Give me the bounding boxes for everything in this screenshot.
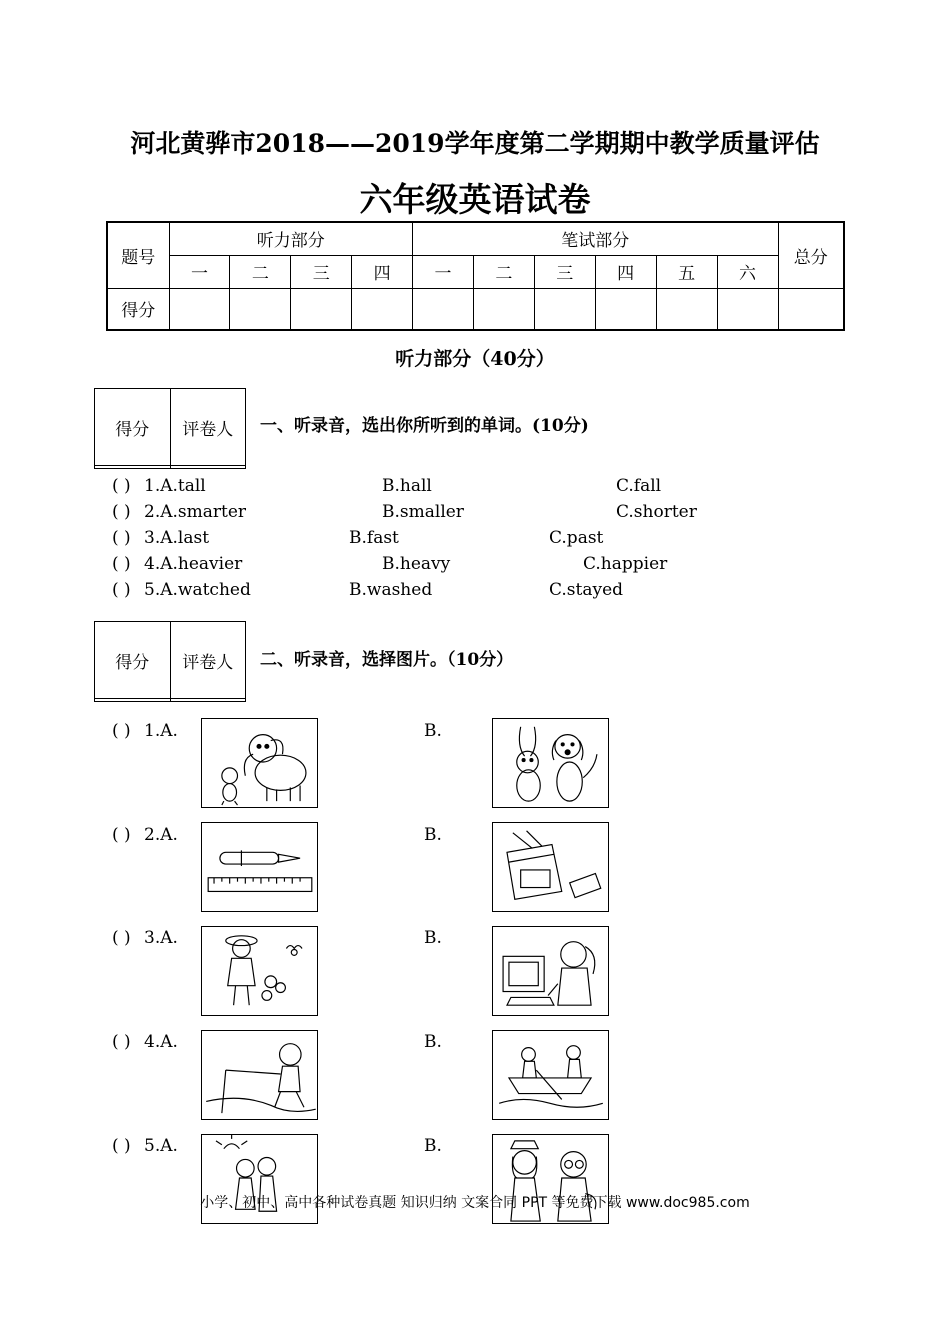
s1-option-c: C.stayed <box>549 580 624 600</box>
grader-score-label: 得分 <box>95 389 171 466</box>
total-score-header: 总分 <box>778 222 844 288</box>
listening-part-header: 听力部分 <box>169 222 413 255</box>
pen-ruler-picture[interactable] <box>201 822 318 912</box>
written-num: 一 <box>413 255 474 288</box>
score-col-label: 题号 <box>107 222 169 288</box>
score-cell <box>352 288 413 330</box>
s1-option-b: B.heavy <box>382 554 451 574</box>
s2-option-b: B. <box>424 1136 442 1156</box>
score-cell <box>169 288 230 330</box>
grader-box-2 <box>94 621 246 702</box>
s2-option-b: B. <box>424 928 442 948</box>
s2-option-a: 5.A. <box>144 1136 178 1156</box>
s1-bracket[interactable]: ( ) <box>112 528 131 548</box>
footer-text: 小学、初中、高中各种试卷真题 知识归纳 文案合同 PPT 等免费下载 www.doc985.com <box>200 1195 750 1211</box>
score-cell <box>778 288 844 330</box>
score-cell <box>656 288 717 330</box>
s1-option-a: 2.A.smarter <box>144 502 247 522</box>
written-num: 二 <box>473 255 534 288</box>
listening-num: 四 <box>352 255 413 288</box>
s1-option-a: 4.A.heavier <box>144 554 243 574</box>
score-row-label: 得分 <box>107 288 169 330</box>
score-cell <box>291 288 352 330</box>
written-num: 三 <box>534 255 595 288</box>
s2-option-b: B. <box>424 825 442 845</box>
written-num: 六 <box>717 255 778 288</box>
exam-header-title: 河北黄骅市2018——2019学年度第二学期期中教学质量评估 <box>130 129 820 158</box>
s2-option-a: 2.A. <box>144 825 178 845</box>
s1-option-c: C.shorter <box>616 502 697 522</box>
score-cell <box>534 288 595 330</box>
score-cell <box>473 288 534 330</box>
s1-option-a: 3.A.last <box>144 528 210 548</box>
s1-option-a: 1.A.tall <box>144 476 206 496</box>
s1-option-c: C.past <box>549 528 604 548</box>
boy-fishing-picture[interactable] <box>201 1030 318 1120</box>
s2-bracket[interactable]: ( ) <box>112 928 131 948</box>
rabbit-dog-picture[interactable] <box>492 718 609 808</box>
s2-option-a: 3.A. <box>144 928 178 948</box>
grader-score-label: 得分 <box>95 622 171 699</box>
s1-bracket[interactable]: ( ) <box>112 580 131 600</box>
s1-option-b: B.smaller <box>382 502 464 522</box>
schoolbag-eraser-picture[interactable] <box>492 822 609 912</box>
section1-title: 一、听录音，选出你所听到的单词。(10分) <box>260 416 589 436</box>
written-num: 五 <box>656 255 717 288</box>
grader-reviewer-cell <box>170 699 246 702</box>
s2-option-b: B. <box>424 721 442 741</box>
score-cell <box>413 288 474 330</box>
s1-option-b: B.washed <box>349 580 433 600</box>
written-num: 四 <box>595 255 656 288</box>
listening-num: 二 <box>230 255 291 288</box>
grader-score-cell <box>95 699 171 702</box>
elephant-monkey-picture[interactable] <box>201 718 318 808</box>
score-cell <box>717 288 778 330</box>
s2-option-b: B. <box>424 1032 442 1052</box>
listening-section-title: 听力部分（40分） <box>395 348 555 370</box>
grader-score-cell <box>95 466 171 469</box>
s1-option-b: B.fast <box>349 528 399 548</box>
written-part-header: 笔试部分 <box>413 222 778 255</box>
score-cell <box>230 288 291 330</box>
s1-option-c: C.happier <box>583 554 668 574</box>
s2-option-a: 4.A. <box>144 1032 178 1052</box>
section2-title: 二、听录音，选择图片。（10分） <box>260 650 514 670</box>
grader-box-1 <box>94 388 246 469</box>
s1-bracket[interactable]: ( ) <box>112 476 131 496</box>
s1-bracket[interactable]: ( ) <box>112 554 131 574</box>
listening-num: 三 <box>291 255 352 288</box>
s1-option-c: C.fall <box>616 476 662 496</box>
s1-option-b: B.hall <box>382 476 432 496</box>
s2-option-a: 1.A. <box>144 721 178 741</box>
kids-rowing-picture[interactable] <box>492 1030 609 1120</box>
grader-reviewer-label: 评卷人 <box>170 622 246 699</box>
s2-bracket[interactable]: ( ) <box>112 721 131 741</box>
s2-bracket[interactable]: ( ) <box>112 825 131 845</box>
girl-computer-picture[interactable] <box>492 926 609 1016</box>
score-cell <box>595 288 656 330</box>
s1-option-a: 5.A.watched <box>144 580 251 600</box>
s1-bracket[interactable]: ( ) <box>112 502 131 522</box>
s2-bracket[interactable]: ( ) <box>112 1032 131 1052</box>
s2-bracket[interactable]: ( ) <box>112 1136 131 1156</box>
grader-reviewer-label: 评卷人 <box>170 389 246 466</box>
girl-flowers-picture[interactable] <box>201 926 318 1016</box>
exam-subtitle: 六年级英语试卷 <box>359 180 591 219</box>
listening-num: 一 <box>169 255 230 288</box>
grader-reviewer-cell <box>170 466 246 469</box>
score-table <box>106 221 845 331</box>
